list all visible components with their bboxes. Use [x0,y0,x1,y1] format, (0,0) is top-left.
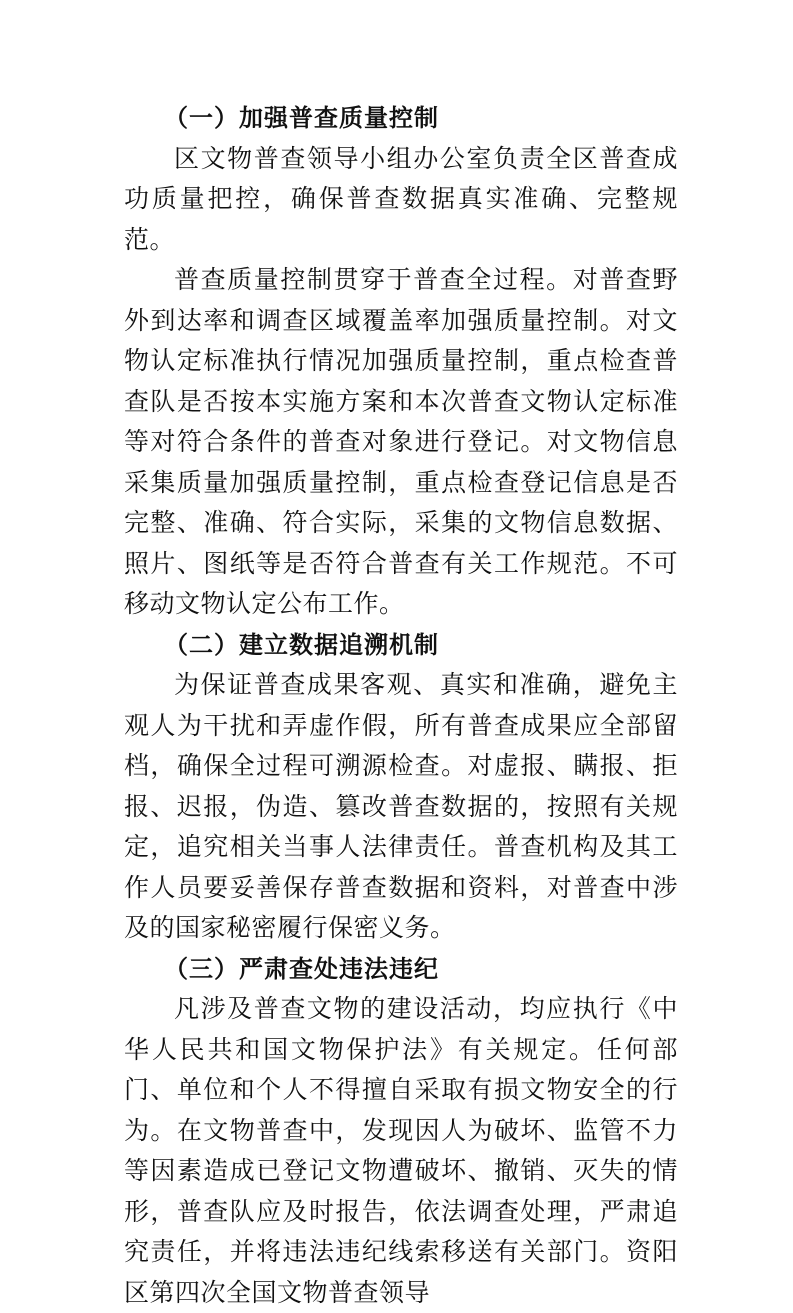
section-heading-3: （三）严肃查处违法违纪 [164,954,439,983]
section-heading-1: （一）加强普查质量控制 [164,104,439,132]
section-heading-2: （二）建立数据追溯机制 [164,630,439,659]
section-3-paragraph-1: 凡涉及普查文物的建设活动，均应执行《中华人民共和国文物保护法》有关规定。任何部门、单位和个人不得擅自采取有损文物安全的行为。在文物普查中，发现因人为破坏、监管不力等因素造成已登记文物遭破坏、撤销、灭失的情形，普查队应及时报告，依法调查处理，严肃追究责任，并将违法违纪线索移送有关部门。资阳区第四次全国文物普查领导 [124,994,678,1307]
document-body [124,98,678,1313]
section-2-paragraph-1: 为保证普查成果客观、真实和准确，避免主观人为干扰和弄虚作假，所有普查成果应全部留档，确保全过程可溯源检查。对虚报、瞒报、拒报、迟报，伪造、篡改普查数据的，按照有关规定，追究相关当事人法律责任。普查机构及其工作人员要妥善保存普查数据和资料，对普查中涉及的国家秘密履行保密义务。 [124,670,678,942]
section-1-paragraph-2: 普查质量控制贯穿于普查全过程。对普查野外到达率和调查区域覆盖率加强质量控制。对文物认定标准执行情况加强质量控制，重点检查普查队是否按本实施方案和本次普查文物认定标准等对符合条件的普查对象进行登记。对文物信息采集质量加强质量控制，重点检查登记信息是否完整、准确、符合实际，采集的文物信息数据、照片、图纸等是否符合普查有关工作规范。不可移动文物认定公布工作。 [124,265,678,618]
section-1-paragraph-1: 区文物普查领导小组办公室负责全区普查成功质量把控，确保普查数据真实准确、完整规范。 [124,143,678,254]
